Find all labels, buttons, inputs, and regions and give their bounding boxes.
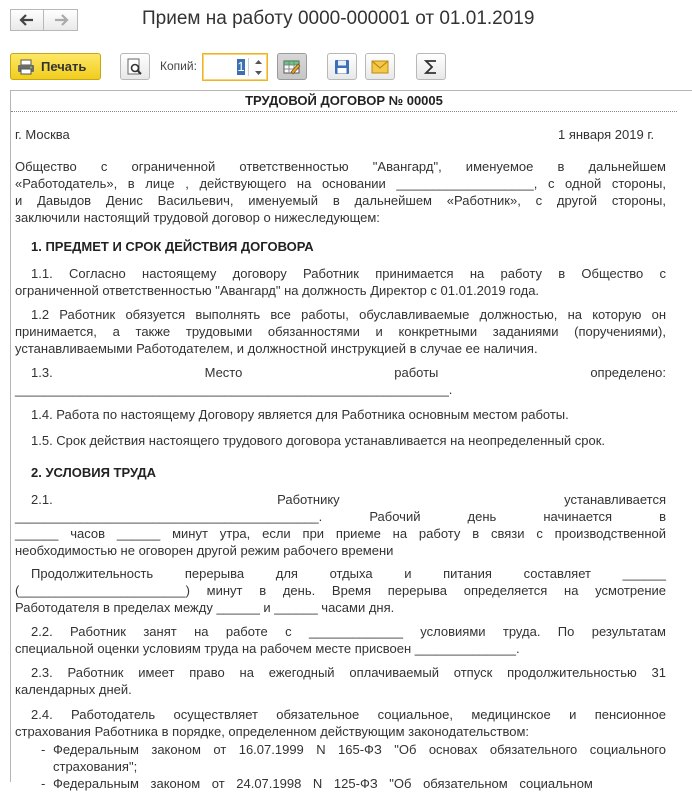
- floppy-disk-icon: [334, 59, 350, 75]
- list-item-text: Федеральным законом от 24.07.1998 N 125-ФЗ "Об обязательном социальном: [53, 776, 593, 791]
- word: Работнику: [277, 492, 340, 507]
- sum-button[interactable]: [416, 53, 446, 80]
- section-1-title: 1. ПРЕДМЕТ И СРОК ДЕЙСТВИЯ ДОГОВОРА: [31, 239, 314, 254]
- intro-paragraph: [15, 158, 666, 226]
- text-line: 2.4. Работодатель осуществляет обязательное социальное, медицинское и пенсионное: [31, 707, 666, 722]
- section-2-title: 2. УСЛОВИЯ ТРУДА: [31, 465, 157, 480]
- spinner-divider: [248, 58, 249, 76]
- paragraph-2-2: [15, 623, 666, 657]
- paragraph-1-4: [15, 406, 666, 423]
- sigma-icon: [424, 59, 438, 75]
- text-line: 2.3. Работник имеет право на ежегодный оплачиваемый отпуск продолжительностью 31: [31, 665, 666, 680]
- paragraph-break-time: [15, 565, 666, 616]
- copies-spinner[interactable]: [251, 56, 265, 78]
- word: работы: [394, 365, 439, 380]
- paragraph-2-4: [15, 706, 666, 740]
- list-item-text: Федеральным законом от 16.07.1999 N 165-ФЗ "Об основах обязательного социального: [53, 742, 666, 757]
- navigation-buttons: [10, 9, 78, 33]
- print-button-label: Печать: [41, 59, 87, 74]
- word: устанавливается: [564, 492, 666, 507]
- text-line: Общество с ограниченной ответственностью "Авангард", именуемое в дальнейшем: [15, 159, 666, 174]
- document-view[interactable]: [10, 90, 692, 791]
- paragraph-2-3: [15, 664, 666, 698]
- text-line: и Давыдов Денис Васильевич, именуемый в дальнейшем «Работник», с другой стороны,: [15, 193, 666, 208]
- text-line: страхования Работника в порядке, определенном действующим законодательством:: [15, 724, 529, 739]
- text-line: ____________________________________________________________.: [15, 382, 453, 397]
- list-item: - Федеральным законом от 24.07.1998 N 125-ФЗ "Об обязательном социальном: [41, 776, 593, 791]
- text-line: ограниченной ответственностью "Авангард" на должность Директор с 01.01.2019 года.: [15, 283, 540, 298]
- edit-table-icon: [283, 59, 301, 75]
- window-title: Прием на работу 0000-000001 от 01.01.2019: [142, 8, 535, 29]
- text-line: календарных дней.: [15, 682, 132, 697]
- copies-label: Копий:: [160, 59, 197, 73]
- forward-button[interactable]: [44, 9, 78, 31]
- word: 2.1.: [31, 492, 53, 507]
- text-line: Работодателя в пределах между ______ и ______ часами дня.: [15, 600, 395, 615]
- text-line: 1.5. Срок действия настоящего трудового договора устанавливается на неопределенный срок.: [31, 433, 606, 448]
- text-line: Продолжительность перерыва для отдыха и питания составляет ______: [31, 566, 666, 581]
- word: определено:: [590, 365, 666, 380]
- paragraph-1-5: [15, 432, 666, 449]
- text-line: принимается, а также трудовыми обязанностями и конкретными заданиями (поручениями),: [15, 324, 666, 339]
- arrow-left-icon: [20, 14, 34, 26]
- back-button[interactable]: [10, 9, 44, 31]
- text-line: ______ часов ______ минут утра, если при приеме на работу в связи с производственной: [15, 526, 666, 541]
- save-button[interactable]: [327, 53, 357, 80]
- preview-button[interactable]: [120, 53, 150, 80]
- send-email-button[interactable]: [365, 53, 395, 80]
- list-item: - Федеральным законом от 16.07.1999 N 165-ФЗ "Об основах обязательного социального: [41, 742, 666, 757]
- text-line: 2.2. Работник занят на работе с _____________ условиями труда. По результатам: [31, 624, 666, 639]
- document-city: г. Москва: [15, 127, 70, 142]
- text-line: «Работодатель», в лице , действующего на основании ___________________, с одной стороны,: [15, 176, 666, 191]
- word: 1.3.: [31, 365, 53, 380]
- list-item-continuation: [41, 758, 666, 775]
- text-line: (_______________________) минут в день. Время перерыва определяется на усмотрение: [15, 583, 666, 598]
- text-line: [15, 491, 666, 508]
- list-item-text: страхования";: [53, 759, 138, 774]
- text-line: __________________________________________. Рабочий день начинается в: [15, 509, 666, 524]
- text-line: специальной оценки условиям труда на рабочем месте присвоен ______________.: [15, 641, 520, 656]
- text-line: [15, 364, 666, 381]
- text-line: необходимостью не оговорен другой режим рабочего времени: [15, 543, 394, 558]
- arrow-right-icon: [54, 14, 68, 26]
- printer-icon: [17, 59, 35, 75]
- spin-up-icon[interactable]: [251, 56, 265, 67]
- document-title: ТРУДОВОЙ ДОГОВОР № 00005: [11, 91, 677, 112]
- text-line: 1.4. Работа по настоящему Договору является для Работника основным местом работы.: [31, 407, 569, 422]
- paragraph-1-2: [15, 306, 666, 357]
- paragraph-1-1: [15, 265, 666, 299]
- laws-list: [41, 741, 666, 792]
- text-line: заключили настоящий трудовой договор о нижеследующем:: [15, 210, 380, 225]
- paragraph-2-1: [15, 491, 666, 559]
- text-line: 1.1. Согласно настоящему договору Работник принимается на работу в Общество с: [31, 266, 666, 281]
- envelope-icon: [371, 60, 389, 74]
- copies-stepper[interactable]: [202, 53, 268, 81]
- text-line: устанавливаемыми Работодателем, и должностной инструкцией в случае ее наличия.: [15, 341, 538, 356]
- document-date: 1 января 2019 г.: [558, 127, 655, 142]
- paragraph-1-3: [15, 364, 666, 398]
- copies-value[interactable]: 1: [237, 59, 245, 74]
- spin-down-icon[interactable]: [251, 67, 265, 78]
- word: Место: [204, 365, 243, 380]
- magnifier-page-icon: [126, 58, 144, 76]
- toolbar: [10, 53, 690, 81]
- edit-mode-button[interactable]: [277, 53, 307, 80]
- text-line: 1.2 Работник обязуется выполнять все работы, обуславливаемые должностью, на которую он: [31, 307, 666, 322]
- print-button[interactable]: [10, 53, 101, 80]
